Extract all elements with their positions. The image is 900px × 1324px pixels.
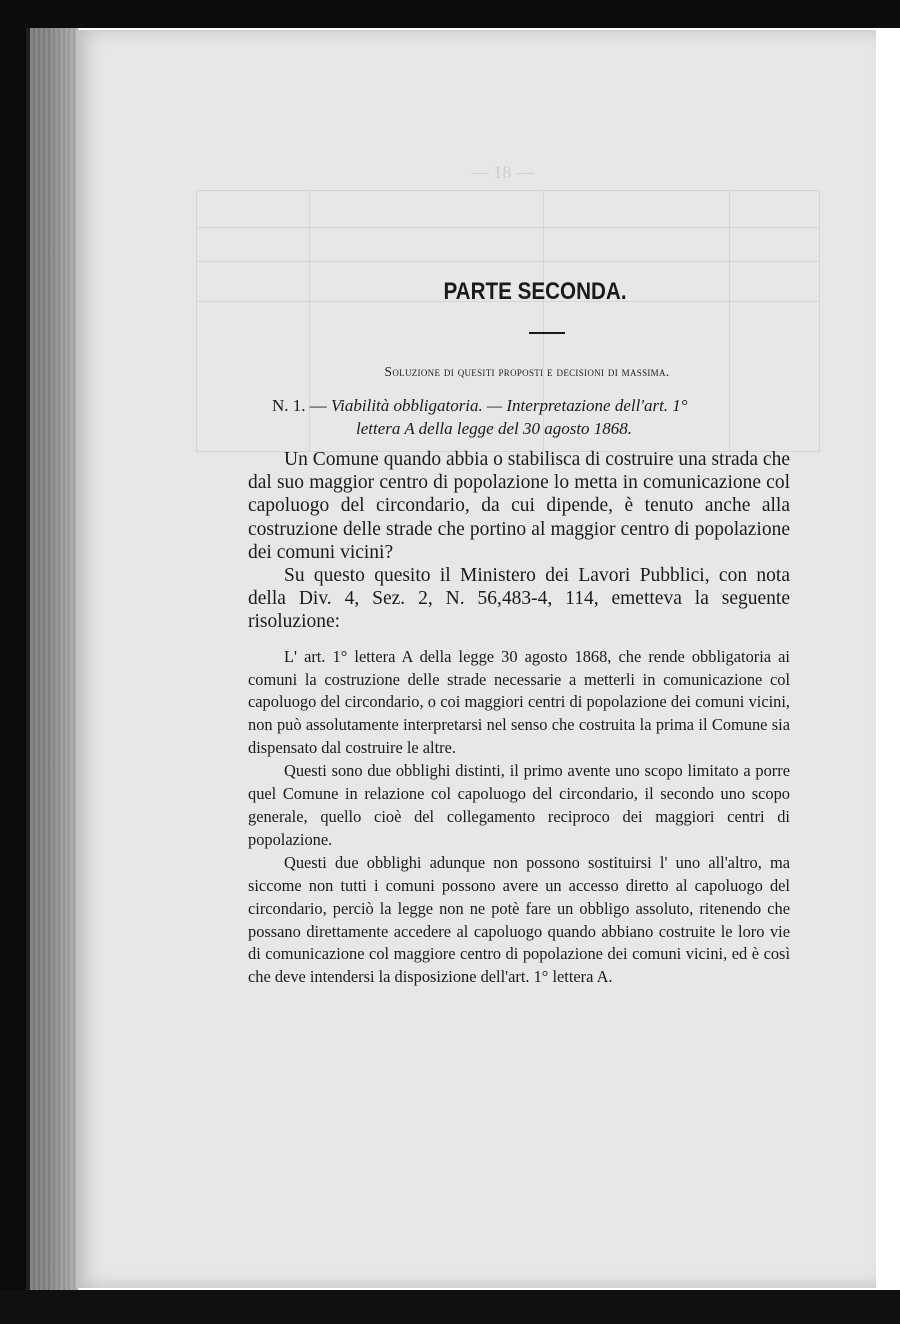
item-heading-line2: lettera A della legge del 30 agosto 1868. xyxy=(356,419,633,438)
section-subtitle: Soluzione di quesiti proposti e decisioni di massima. xyxy=(384,364,670,379)
scan-border-bottom xyxy=(0,1290,900,1324)
resolution-paragraph-3: Questi due obblighi adunque non possono sostituirsi l' uno all'altro, ma siccome non tutti i comuni possono avere un accesso diretto al capoluogo del circondario, perciò la legge non ne potè fare un obbligo assoluto, ritenendo che possano direttamente accedere al capoluogo quando abbiano costruite le loro vie di comunicazione col maggiore centro di popolazione dei comuni vicini, ed è così che deve intendersi la disposizione dell'art. 1° lettera A. xyxy=(248,852,790,987)
item-number: N. 1. — xyxy=(272,396,327,415)
question-paragraph: Un Comune quando abbia o stabilisca di costruire una strada che dal suo maggior centro di popolazione lo metta in comunicazione col capoluogo del circondario, da cui dipende, è tenuto anche alla costruzione delle strade che portino al maggior centro di popolazione dei comuni vicini? xyxy=(248,449,790,563)
resolution-paragraph-2: Questi sono due obblighi distinti, il primo avente uno scopo limitato a porre quel Comune in relazione col capoluogo del circondario, il secondo uno scopo generale, quello cioè del collegamento reciproco dei maggiori centri di popolazione. xyxy=(248,761,790,849)
item-heading xyxy=(248,394,790,440)
scan-border-left xyxy=(0,0,26,1324)
item-heading-line1: Viabilità obbligatoria. — Interpretazione dell'art. 1° xyxy=(331,396,688,415)
resolution-paragraph-1: L' art. 1° lettera A della legge 30 agosto 1868, che rende obbligatoria ai comuni la costruzione delle strade necessarie a metterli in comunicazione col capoluogo del circondario, o coi maggiori centri di popolazione dei comuni vicini, non può assolutamente interpretarsi nel senso che costruita la prima il Comune sia dispensato dal costruire le altre. xyxy=(248,646,790,758)
scan-border-top xyxy=(0,0,900,28)
part-title: PARTE SECONDA. xyxy=(443,278,627,305)
ministry-paragraph: Su questo quesito il Ministero dei Lavori Pubblici, con nota della Div. 4, Sez. 2, N. 56,483-4, 114, emetteva la seguente risoluzione: xyxy=(248,565,790,633)
bleed-through-page-number: — 18 — xyxy=(471,162,534,182)
page-edges xyxy=(30,28,78,1290)
title-rule xyxy=(529,332,565,334)
page-content xyxy=(248,278,790,989)
